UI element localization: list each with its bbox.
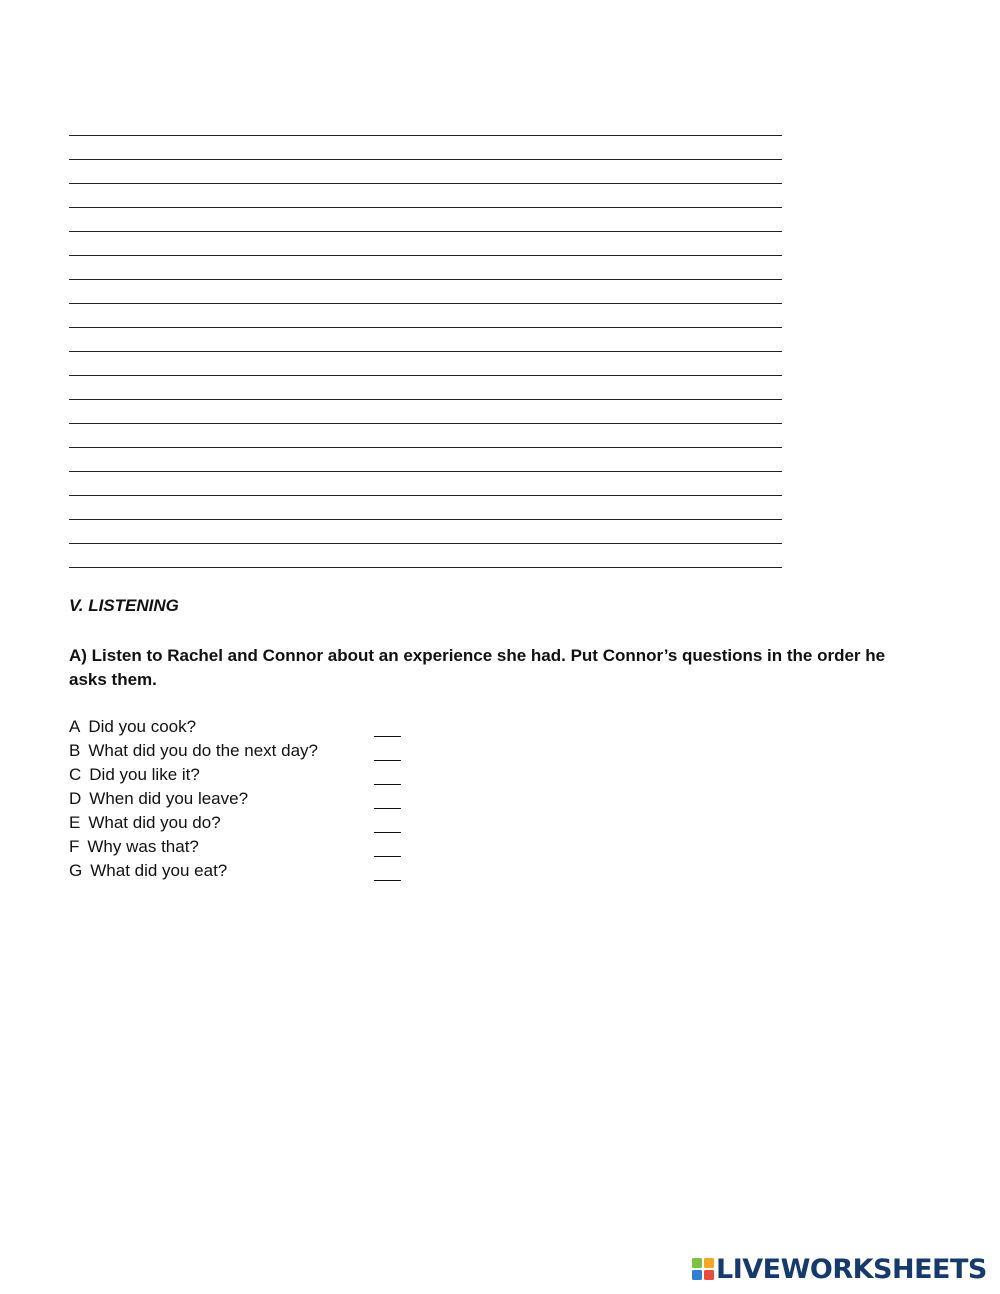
liveworksheets-logo — [692, 1254, 987, 1284]
answer-blank[interactable] — [374, 860, 401, 881]
question-letter: B — [69, 741, 81, 760]
question-text: Why was that? — [87, 837, 199, 856]
list-item — [69, 764, 409, 788]
question-letter: F — [69, 837, 80, 856]
list-item — [69, 836, 409, 860]
question-letter: C — [69, 765, 82, 784]
section-title: V. LISTENING — [69, 596, 179, 615]
liveworksheets-logo-icon — [692, 1258, 714, 1280]
question-text: What did you do the next day? — [88, 741, 318, 760]
list-item — [69, 812, 409, 836]
question-text: Did you like it? — [89, 765, 200, 784]
answer-blank[interactable] — [374, 716, 401, 737]
answer-blank[interactable] — [374, 836, 401, 857]
question-text: When did you leave? — [89, 789, 249, 808]
question-list — [69, 716, 409, 884]
exercise-instruction: A) Listen to Rachel and Connor about an experience she had. Put Connor’s questions in the order he asks them. — [69, 646, 886, 689]
list-item — [69, 788, 409, 812]
answer-blank[interactable] — [374, 812, 401, 833]
answer-blank[interactable] — [374, 788, 401, 809]
question-text: What did you eat? — [90, 861, 228, 880]
question-letter: E — [69, 813, 81, 832]
list-item — [69, 860, 409, 884]
question-letter: D — [69, 789, 82, 808]
writing-lines[interactable] — [69, 112, 782, 570]
answer-blank[interactable] — [374, 764, 401, 785]
answer-blank[interactable] — [374, 740, 401, 761]
question-letter: A — [69, 717, 81, 736]
question-letter: G — [69, 861, 83, 880]
question-text: Did you cook? — [88, 717, 197, 736]
list-item — [69, 740, 409, 764]
list-item — [69, 716, 409, 740]
question-text: What did you do? — [88, 813, 221, 832]
logo-text: LIVEWORKSHEETS — [716, 1253, 987, 1285]
